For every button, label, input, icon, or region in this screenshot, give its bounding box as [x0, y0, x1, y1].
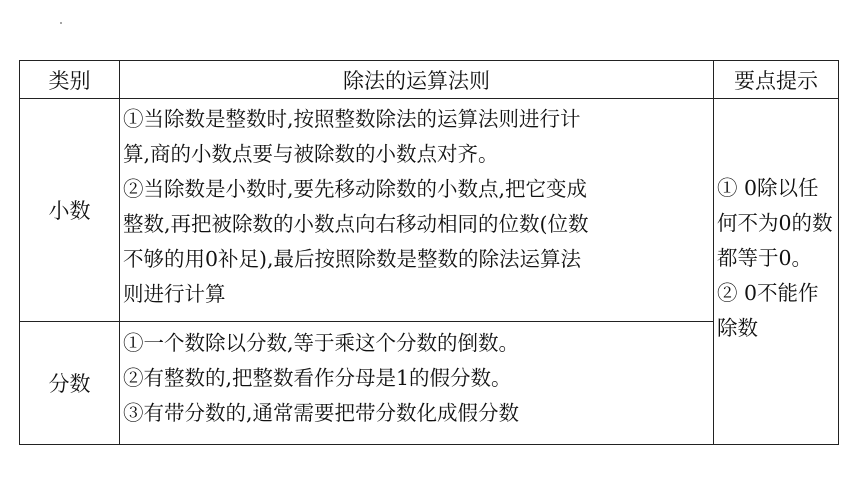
- table-header-row: [20, 61, 839, 99]
- header-rule: 除法的运算法则: [120, 61, 714, 99]
- table-row-decimal: [20, 99, 839, 322]
- category-fraction: 分数: [20, 322, 120, 445]
- rule-line: 则进行计算: [123, 282, 226, 306]
- tip-line: ① 0除以任: [717, 176, 819, 200]
- rule-line: ③有带分数的,通常需要把带分数化成假分数: [123, 401, 520, 425]
- rule-line: ①当除数是整数时,按照整数除法的运算法则进行计: [123, 107, 581, 131]
- rule-cell-fraction: [120, 322, 714, 445]
- rule-line: ②当除数是小数时,要先移动除数的小数点,把它变成: [123, 177, 588, 201]
- division-rules-table: [19, 60, 839, 445]
- tips-cell: [714, 99, 839, 445]
- rule-line: 整数,再把被除数的小数点向右移动相同的位数(位数: [123, 212, 589, 236]
- header-tips: 要点提示: [714, 61, 839, 99]
- decorative-dot: [60, 22, 62, 24]
- rule-line: ①一个数除以分数,等于乘这个分数的倒数。: [123, 331, 520, 355]
- tip-line: 都等于0。: [717, 246, 813, 270]
- rule-line: ②有整数的,把整数看作分母是1的假分数。: [123, 366, 512, 390]
- tip-line: 除数: [717, 316, 758, 340]
- rule-line: 不够的用0补足),最后按照除数是整数的除法运算法: [123, 247, 582, 271]
- rule-cell-decimal: [120, 99, 714, 322]
- tip-line: 何不为0的数: [717, 211, 833, 235]
- category-decimal: 小数: [20, 99, 120, 322]
- rule-line: 算,商的小数点要与被除数的小数点对齐。: [123, 142, 499, 166]
- tip-line: ② 0不能作: [717, 281, 819, 305]
- header-category: 类别: [20, 61, 120, 99]
